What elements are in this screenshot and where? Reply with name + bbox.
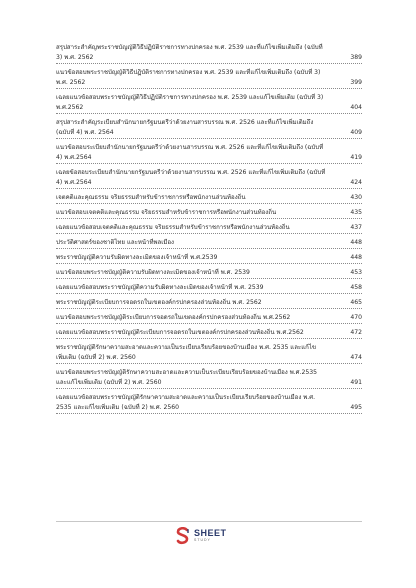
toc-entry-title: แนวข้อสอบพระราชบัญญัติวิธีปฏิบัติราชการทางปกครอง พ.ศ. 2539 และที่แก้ไขเพิ่มเติมถึง (ฉบับที่ 3) [56,69,321,76]
toc-entry[interactable] [56,368,362,389]
toc-entry-last-line [56,53,362,63]
toc-entry[interactable] [56,313,362,324]
toc-entry-title: 4) พ.ศ.2564 [56,154,92,161]
toc-entry-title: แนวข้อสอบเจตคติและคุณธรรม จริยธรรมสำหรับข้าราชการหรือพนักงานส่วนท้องถิ่น [56,209,277,216]
toc-entry-last-line [56,193,362,203]
toc-entry-last-line [56,353,362,363]
logo-wordmark [194,529,227,543]
logo-subtext: STUDY [194,538,211,543]
toc-entry[interactable] [56,343,362,364]
toc-page-number: 399 [350,79,362,86]
toc-entry-last-line [56,178,362,188]
toc-entry-title: เพิ่มเติม (ฉบับที่ 2) พ.ศ. 2560 [56,354,136,361]
toc-entry[interactable] [56,208,362,219]
toc-entry[interactable] [56,43,362,64]
toc-entry-last-line [56,223,362,233]
toc-entry-last-line [56,128,362,138]
toc-entry-last-line [56,103,362,113]
toc-entry-title: สรุปสาระสำคัญพระราชบัญญัติวิธีปฏิบัติราชการทางปกครอง พ.ศ. 2539 และที่แก้ไขเพิ่มเติมถึง (ฉบับที่ [56,44,323,51]
toc-page-number: 409 [350,129,362,136]
toc-entry[interactable] [56,328,362,339]
toc-entry[interactable] [56,143,362,164]
toc-entry-title: พ.ศ. 2562 [56,79,86,86]
toc-entry-title: สรุปสาระสำคัญระเบียบสำนักนายกรัฐมนตรีว่าด้วยงานสารบรรณ พ.ศ. 2526 และที่แก้ไขเพิ่มเติมถึง [56,119,314,126]
toc-entry-title: ประวัติศาสตร์ของชาติไทย และหน้าที่พลเมือง [56,239,174,246]
toc-page-number: 448 [350,239,362,246]
toc-entry[interactable] [56,168,362,189]
s-logo-mark-icon [176,527,190,545]
toc-page-number: 495 [350,404,362,411]
toc-entry-last-line [56,298,362,308]
toc-page-number: 404 [350,104,362,111]
toc-page-number: 437 [350,224,362,231]
toc-entry[interactable] [56,223,362,234]
toc-entry-title: แนวข้อสอบพระราชบัญญัติระเบียบการจอดรถในเขตองค์กรปกครองส่วนท้องถิ่น พ.ศ.2562 [56,314,291,321]
toc-entry[interactable] [56,393,362,414]
toc-entry-line [56,118,362,128]
toc-entry-title: เฉลยแนวข้อสอบพระราชบัญญัติระเบียบการจอดรถในเขตองค์กรปกครองส่วนท้องถิ่น พ.ศ.2562 [56,329,304,336]
toc-page-number: 472 [350,329,362,336]
toc-entry-title: พระราชบัญญัติระเบียบการจอดรถในเขตองค์กรปกครองส่วนท้องถิ่น พ.ศ. 2562 [56,299,262,306]
toc-page-number: 453 [350,269,362,276]
toc-entry-title: 3) พ.ศ. 2562 [56,54,94,61]
toc-entry-title: พระราชบัญญัติรักษาความสะอาดและความเป็นระเบียบเรียบร้อยของบ้านเมือง พ.ศ. 2535 และแก้ไข [56,344,317,351]
toc-entry-title: เจตคติและคุณธรรม จริยธรรมสำหรับข้าราชการหรือพนักงานส่วนท้องถิ่น [56,194,246,201]
toc-entry-last-line [56,283,362,293]
toc-entry[interactable] [56,118,362,139]
table-of-contents [56,43,362,414]
toc-entry-last-line [56,268,362,278]
toc-page-number: 389 [350,54,362,61]
toc-entry-title: และแก้ไขเพิ่มเติม (ฉบับที่ 2) พ.ศ. 2560 [56,379,162,386]
toc-page-number: 458 [350,284,362,291]
toc-entry[interactable] [56,193,362,204]
toc-page-number: 424 [350,179,362,186]
toc-entry-last-line [56,153,362,163]
toc-entry[interactable] [56,238,362,249]
toc-entry-line [56,368,362,378]
toc-entry-title: แนวข้อสอบพระราชบัญญัติรักษาความสะอาดและความเป็นระเบียบเรียบร้อยของบ้านเมือง พ.ศ.2535 [56,369,317,376]
toc-entry-line [56,43,362,53]
toc-entry-title: เฉลยแนวข้อสอบพระราชบัญญัติความรับผิดทางละเมิดของเจ้าหน้าที่ พ.ศ. 2539 [56,284,264,291]
toc-entry[interactable] [56,268,362,279]
toc-entry-last-line [56,78,362,88]
toc-entry-line [56,168,362,178]
toc-entry-title: แนวข้อสอบพระราชบัญญัติความรับผิดทางละเมิดของเจ้าหน้าที่ พ.ศ. 2539 [56,269,250,276]
toc-page-number: 435 [350,209,362,216]
toc-entry-line [56,93,362,103]
toc-page-number: 430 [350,194,362,201]
toc-entry-last-line [56,313,362,323]
toc-entry-title: 4) พ.ศ.2564 [56,179,92,186]
sheet-logo [176,524,246,548]
toc-entry[interactable] [56,93,362,114]
toc-entry-title: เฉลยข้อสอบระเบียบสำนักนายกรัฐมนตรีว่าด้วยงานสารบรรณ พ.ศ. 2526 และที่แก้ไขเพิ่มเติมถึง (ฉบับที่ [56,169,326,176]
toc-entry-title: แนวข้อสอบระเบียบสำนักนายกรัฐมนตรีว่าด้วยงานสารบรรณ พ.ศ. 2526 และที่แก้ไขเพิ่มเติมถึง (ฉบับที่ [56,144,324,151]
toc-entry[interactable] [56,298,362,309]
footer-divider [56,521,362,522]
toc-entry-line [56,393,362,403]
toc-entry[interactable] [56,253,362,264]
toc-entry-title: (ฉบับที่ 4) พ.ศ. 2564 [56,129,114,136]
toc-page-number: 448 [350,254,362,261]
toc-entry-last-line [56,238,362,248]
toc-page-number: 491 [350,379,362,386]
toc-entry-title: พ.ศ.2562 [56,104,84,111]
toc-page-number: 474 [350,354,362,361]
logo-text: SHEET [194,528,227,539]
toc-entry-line [56,143,362,153]
toc-entry[interactable] [56,68,362,89]
toc-entry-line [56,343,362,353]
toc-entry[interactable] [56,283,362,294]
toc-entry-title: เฉลยแนวข้อสอบพระราชบัญญัติรักษาความสะอาดและความเป็นระเบียบเรียบร้อยของบ้านเมือง พ.ศ. [56,394,316,401]
toc-entry-last-line [56,253,362,263]
toc-entry-last-line [56,378,362,388]
toc-entry-title: เฉลยแนวข้อสอบเจตคติและคุณธรรม จริยธรรมสำหรับข้าราชการหรือพนักงานส่วนท้องถิ่น [56,224,290,231]
toc-entry-title: เฉลยแนวข้อสอบพระราชบัญญัติวิธีปฏิบัติราชการทางปกครอง พ.ศ. 2539 และแก้ไขเพิ่มเติม (ฉบับที่ 3) [56,94,324,101]
toc-page-number: 419 [350,154,362,161]
toc-page-number: 470 [350,314,362,321]
toc-page-number: 465 [350,299,362,306]
toc-entry-last-line [56,328,362,338]
toc-entry-last-line [56,403,362,413]
toc-entry-line [56,68,362,78]
toc-entry-title: พระราชบัญญัติความรับผิดทางละเมิดของเจ้าหน้าที่ พ.ศ.2539 [56,254,218,261]
toc-entry-title: 2535 และแก้ไขเพิ่มเติม (ฉบับที่ 2) พ.ศ. 2560 [56,404,179,411]
toc-entry-last-line [56,208,362,218]
